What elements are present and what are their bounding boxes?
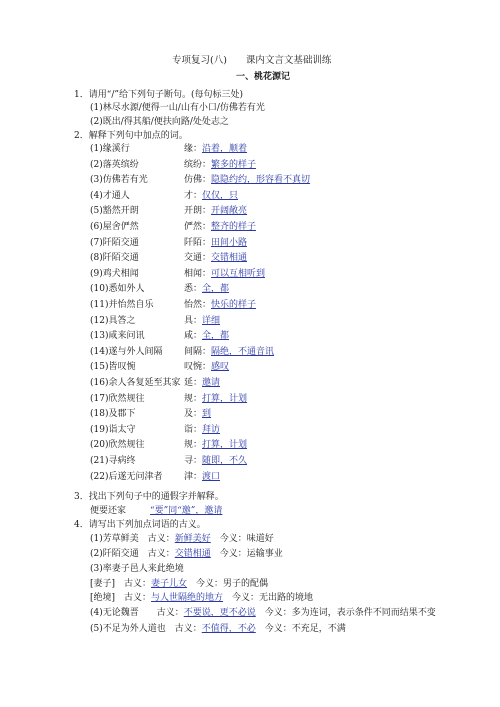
question-2-word: 咸： (184, 331, 203, 342)
question-3-sentence: 便要还家 (90, 506, 127, 516)
question-2-word: 交通： (184, 253, 212, 264)
question-4-answer: 新鲜美好 (174, 534, 211, 544)
question-2-answer: 开阔敞亮 (211, 206, 248, 217)
question-2-answer: 全，都 (202, 284, 230, 295)
question-2-word: 才： (184, 190, 203, 201)
question-2-answer-line (184, 330, 229, 342)
question-2-answer: 感叹 (211, 362, 230, 373)
question-2-word: 具： (184, 315, 203, 326)
question-2-word: 津： (184, 471, 203, 482)
question-2-answer: 田间小路 (211, 237, 248, 248)
question-3-answer: “要”同“邀”，邀请 (150, 506, 223, 516)
question-2-answer: 拜访 (202, 424, 221, 435)
question-2-word: 阡陌： (184, 237, 212, 248)
question-2-word: 俨然： (184, 222, 212, 232)
question-2-phrase: (6)屋舍俨然 (90, 222, 139, 232)
question-2-answer-line (184, 174, 310, 186)
question-2-answer-line (184, 143, 247, 155)
question-2-word: 相闻： (184, 268, 212, 279)
question-4-modern-meaning: 今义：不充足，不满 (255, 624, 346, 634)
question-2-phrase: (7)阡陌交通 (90, 237, 139, 248)
question-2-phrase: (16)余人各复延至其家 (90, 378, 181, 388)
question-2-answer-line (184, 424, 220, 436)
question-1-item: (2)既出/得其船/便扶向路/处处志之 (90, 117, 229, 127)
question-4-answer: 妻子儿女 (151, 579, 188, 589)
question-2-answer: 邀请 (202, 378, 221, 388)
question-4-line-3 (90, 563, 184, 575)
page-title: 专项复习(八) 课内文言文基础训练 (172, 55, 332, 66)
question-4-prompt: (5)不足为外人道也 古义： (90, 624, 202, 634)
question-2-answer: 繁多的样子 (211, 159, 257, 170)
question-2-word: 规： (184, 440, 203, 451)
question-2-answer: 全，都 (202, 331, 230, 342)
question-2-phrase: (3)仿佛若有光 (90, 175, 148, 186)
question-2-phrase: (19)诣太守 (90, 424, 136, 435)
question-2-answer-line (184, 361, 229, 373)
question-2-answer-line (184, 221, 256, 233)
question-4-prompt: (2)阡陌交通 古义： (90, 549, 175, 559)
question-2-word: 诣： (184, 424, 203, 435)
question-2-answer: 隐隐约约，形容看不真切 (211, 175, 311, 186)
question-2-answer-line (184, 377, 220, 389)
question-2-phrase: (12)具答之 (90, 315, 136, 326)
question-2-phrase: (4)才通人 (90, 190, 130, 201)
question-2-phrase: (14)遂与外人间隔 (90, 346, 163, 357)
question-2-answer-line (184, 268, 265, 280)
question-2-answer: 交错相通 (211, 253, 248, 264)
question-2-answer-line (184, 455, 247, 467)
question-2-phrase: (9)鸡犬相闻 (90, 268, 139, 279)
question-2-phrase: (5)豁然开朗 (90, 206, 139, 217)
question-4-prompt: (3)率妻子邑人来此绝境 (90, 564, 184, 574)
question-4-line-2 (90, 548, 283, 560)
question-2-answer: 随即，不久 (202, 456, 248, 466)
question-2-answer-line (184, 346, 274, 358)
question-1-item: (1)林尽水源/便得一山/山有小口/仿佛若有光 (90, 103, 265, 113)
question-2-word: 叹惋： (184, 362, 212, 373)
question-2-answer-line (184, 190, 238, 202)
question-2-word: 寻： (184, 456, 203, 466)
question-4-answer: 与人世隔绝的地方 (151, 593, 224, 603)
question-2-word: 缤纷： (184, 159, 212, 170)
question-2-phrase: (17)欣然规往 (90, 393, 145, 404)
question-2-answer: 快乐的样子 (211, 300, 257, 310)
question-4-prompt: [绝境] 古义： (90, 593, 152, 603)
question-2-phrase: (8)阡陌交通 (90, 253, 139, 264)
question-2-word: 悉： (184, 284, 203, 295)
question-4-answer: 交错相通 (174, 549, 211, 559)
question-4-line-6 (90, 607, 436, 619)
question-2-word: 间隔： (184, 346, 212, 357)
question-2-answer: 渡口 (202, 471, 221, 482)
question-2-word: 怡然： (184, 300, 212, 310)
question-4-modern-meaning: 今义：味道好 (210, 534, 274, 544)
question-4-line-4 (90, 578, 268, 590)
question-2-answer: 可以互相听到 (211, 268, 266, 279)
question-4-line-1 (90, 533, 274, 545)
question-2-phrase: (13)咸来问讯 (90, 331, 145, 342)
question-2-phrase: (18)及郡下 (90, 409, 136, 420)
question-2-word: 缘： (184, 144, 203, 154)
question-2-phrase: (20)欣然规往 (90, 440, 145, 451)
question-2-answer: 整齐的样子 (211, 222, 257, 232)
question-2-answer-line (184, 205, 247, 217)
question-3-label: 3．找出下列句子中的通假字并解释。 (74, 492, 224, 502)
question-2-answer: 到 (202, 409, 212, 420)
question-4-line-7 (90, 623, 346, 635)
question-2-answer-line (184, 252, 247, 264)
question-2-phrase: (21)寻病终 (90, 456, 136, 466)
question-4-modern-meaning: 今义：运输事业 (210, 549, 283, 559)
question-2-answer: 打算，计划 (202, 393, 248, 404)
question-2-answer: 沿着，顺着 (202, 144, 248, 154)
question-2-answer-line (184, 237, 247, 249)
question-2-word: 及： (184, 409, 203, 420)
question-4-line-5 (90, 592, 313, 604)
question-2-answer-line (184, 408, 211, 420)
question-2-word: 延： (184, 378, 203, 388)
question-2-phrase: (2)落英缤纷 (90, 159, 139, 170)
question-2-label: 2．解释下列句中加点的词。 (74, 131, 188, 141)
question-2-answer-line (184, 471, 220, 483)
question-4-modern-meaning: 今义：男子的配偶 (187, 579, 269, 589)
question-2-answer-line (184, 299, 256, 311)
question-2-answer-line (184, 159, 256, 171)
question-4-answer: 不要说，更不必说 (183, 608, 256, 618)
question-4-prompt: (1)芳草鲜美 古义： (90, 534, 175, 544)
question-2-phrase: (22)后遂无问津者 (90, 471, 163, 482)
question-4-label: 4．请写出下列加点词语的古义。 (74, 520, 206, 530)
question-2-answer-line (184, 315, 220, 327)
question-2-answer-line (184, 439, 247, 451)
question-2-answer: 仅仅，只 (202, 190, 239, 201)
question-2-phrase: (1)缘溪行 (90, 144, 130, 154)
question-2-word: 仿佛： (184, 175, 212, 186)
question-4-prompt: [妻子] 古义： (90, 579, 152, 589)
question-2-word: 规： (184, 393, 203, 404)
section-heading: 一、桃花源记 (236, 72, 291, 82)
question-4-prompt: (4)无论魏晋 古义： (90, 608, 184, 618)
question-2-phrase: (15)皆叹惋 (90, 362, 136, 373)
question-4-answer: 不值得，不必 (201, 624, 256, 634)
question-2-word: 开朗： (184, 206, 212, 217)
question-4-modern-meaning: 今义：无出路的境地 (223, 593, 314, 603)
question-2-phrase: (10)悉如外人 (90, 284, 145, 295)
question-1-label: 1．请用“/”给下列句子断句。(每句标三处) (74, 90, 243, 100)
question-2-answer: 打算，计划 (202, 440, 248, 451)
question-2-answer-line (184, 393, 247, 405)
question-4-modern-meaning: 今义：多为连词，表示条件不同而结果不变 (255, 608, 436, 618)
question-2-answer: 隔绝，不通音讯 (211, 346, 275, 357)
question-2-answer-line (184, 283, 229, 295)
question-2-phrase: (11)并怡然自乐 (90, 300, 154, 310)
question-2-answer: 详细 (202, 315, 221, 326)
